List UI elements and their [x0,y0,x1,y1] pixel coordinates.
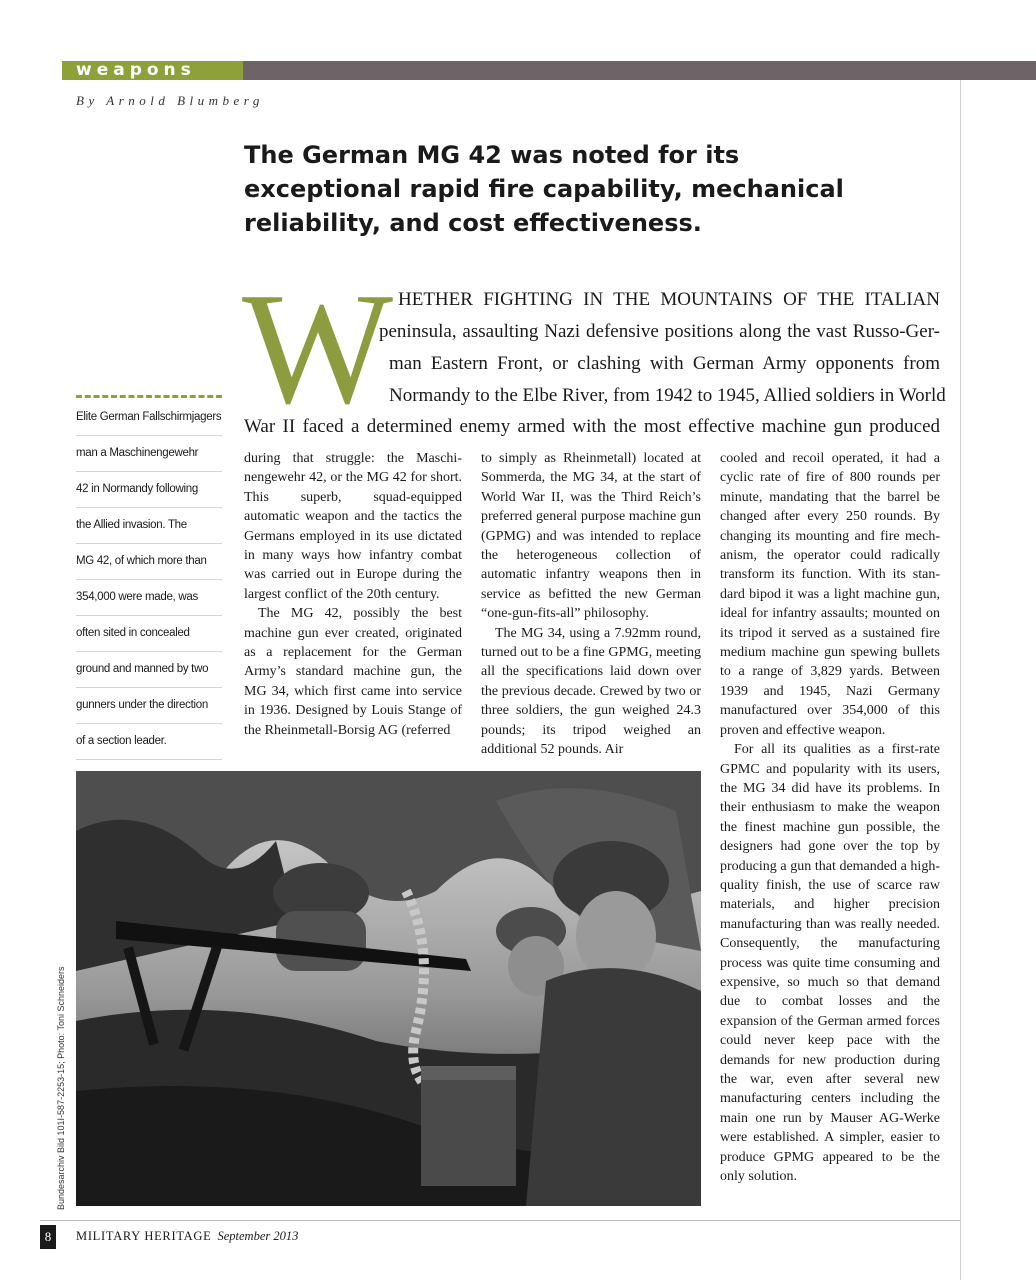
caption-line: of a section leader. [76,724,222,760]
lead-line: man Eastern Front, or clashing with German Army opponents from [389,353,940,374]
lead-line: peninsula, assaulting Nazi defensive positions along the vast Russo-Ger- [379,321,940,342]
paragraph: cooled and recoil operated, it had a cyclic rate of fire of 800 rounds per minute, mandating that the barrel be changed after every 250 rounds. By changing its mounting and fire mechanism, the operator could radically transform its function. With its standard bipod it was a light machine gun, ideal for infantry assaults; mounted on its tripod it served as a sustained fire medium machine gun spewing bullets to a range of 3,829 yards. Between 1939 and 1945, Nazi Germany manufactured over 354,000 of this proven and effective weapon. [720,451,940,738]
lead-line: War II faced a determined enemy armed with the most effective machine gun produced [244,416,940,437]
caption-line: the Allied invasion. The [76,508,222,544]
header-bar [243,61,1036,80]
body-column-3 [720,449,940,1186]
caption-line: 42 in Normandy following [76,472,222,508]
footer-rule [40,1220,960,1221]
paragraph: For all its qualities as a first-rate GPMC and popularity with its users, the MG 34 did have its problems. In their enthusiasm to make the weapon the finest machine gun possible, the designers had gone over the top by producing a gun that demanded a high-quality finish, the use of scarce raw materials, and higher precision manufacturing than was really needed. Consequently, the manufacturing process was quite time consuming and expensive, so much so that demand due to combat losses and the expansion of the German armed forces could never keep pace with the demands for new production during the war, even after several new manufacturing centers including the main one run by Mauser AG-Werke were established. A simpler, easier to produce GPMG appeared to be the only solution. [720,742,940,1185]
byline: By Arnold Blumberg [76,93,264,108]
body-column-1 [244,449,462,740]
caption-line: often sited in concealed [76,616,222,652]
caption-line: 354,000 were made, was [76,580,222,616]
footer [76,1229,298,1244]
magazine-name: MILITARY HERITAGE [76,1229,212,1243]
column-rule [960,80,961,1280]
paragraph: during that struggle: the Maschinengewehr 42, or the MG 42 for short. This superb, squad-equipped automatic weapon and the tactics the Germans employed in its use dictated in many ways how infantry combat was carried out in Europe during the largest conflict of the 20th century. [244,451,462,602]
caption-divider [76,395,222,398]
body-column-2 [481,449,701,760]
section-label: weapons [76,60,196,80]
caption-line: ground and manned by two [76,652,222,688]
issue-date: September 2013 [217,1229,299,1243]
caption-line: Elite German Fallschirmjagers [76,400,222,436]
caption-line: man a Maschinengewehr [76,436,222,472]
paragraph: The MG 34, using a 7.92mm round, turned out to be a fine GPMG, meeting all the specifications laid down over the previous decade. Crewed by two or three soldiers, the gun weighed 24.3 pounds; its tripod weighed an additional 52 pounds. Air [481,625,701,758]
caption-line: MG 42, of which more than [76,544,222,580]
article-photo [76,771,701,1206]
paragraph: to simply as Rheinmetall) located at Sommerda, the MG 34, at the start of World War II, was the Third Reich’s preferred general purpose machine gun (GPMG) and was intended to replace the heterogeneous collection of automatic infantry weapons then in service as befitted the new German “one-gun-fits-all” philosophy. [481,451,701,622]
lead-line: HETHER FIGHTING IN THE MOUNTAINS OF THE ITALIAN [398,289,940,310]
drop-cap: W [242,259,394,437]
caption-line: gunners under the direction [76,688,222,724]
photo-credit: Bundesarchiv Bild 101I-587-2253-15; Photo: Toni Schneiders [56,966,66,1210]
paragraph: The MG 42, possibly the best machine gun ever created, originated as a replacement for the German Army’s standard machine gun, the MG 34, which first came into service in 1936. Designed by Louis Stange of the Rheinmetall-Borsig AG (referred [244,606,462,738]
soldiers-machine-gun-photo [76,771,701,1206]
article-deck: The German MG 42 was noted for its exceptional rapid fire capability, mechanical reliability, and cost effectiveness. [244,141,844,237]
page-number: 8 [40,1225,56,1249]
lead-line: Normandy to the Elbe River, from 1942 to 1945, Allied soldiers in World [389,385,946,406]
photo-caption [76,400,222,760]
